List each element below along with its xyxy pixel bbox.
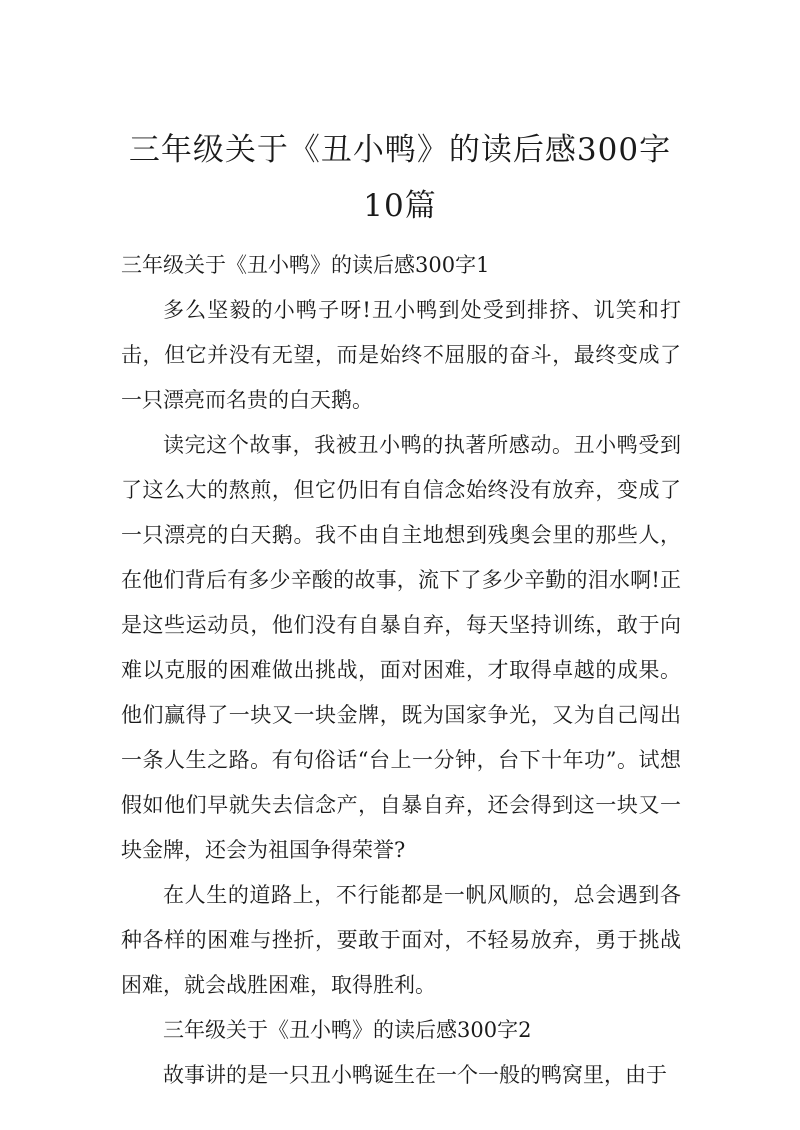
document-title: 三年级关于《丑小鸭》的读后感300字10篇 <box>128 132 672 224</box>
section-2-heading: 三年级关于《丑小鸭》的读后感300字2 <box>163 1018 532 1042</box>
document-body <box>121 243 681 1098</box>
paragraph: 多么坚毅的小鸭子呀!丑小鸭到处受到排挤、讥笑和打击，但它并没有无望，而是始终不屈服的奋斗，最终变成了一只漂亮而名贵的白天鹅。 <box>121 298 681 412</box>
section-1-heading: 三年级关于《丑小鸭》的读后感300字1 <box>121 253 490 277</box>
paragraph: 故事讲的是一只丑小鸭诞生在一个一般的鸭窝里，由于 <box>163 1063 667 1087</box>
paragraph: 在人生的道路上，不行能都是一帆风顺的，总会遇到各种各样的困难与挫折，要敢于面对，不轻易放弃，勇于挑战困难，就会战胜困难，取得胜利。 <box>121 883 681 997</box>
paragraph: 读完这个故事，我被丑小鸭的执著所感动。丑小鸭受到了这么大的熬煎，但它仍旧有自信念始终没有放弃，变成了一只漂亮的白天鹅。我不由自主地想到残奥会里的那些人，在他们背后有多少辛酸的故事，流下了多少辛勤的泪水啊!正是这些运动员，他们没有自暴自弃，每天坚持训练，敢于向难以克服的困难做出挑战，面对困难，才取得卓越的成果。他们赢得了一块又一块金牌，既为国家争光，又为自己闯出一条人生之路。有句俗话“台上一分钟，台下十年功”。试想假如他们早就失去信念产，自暴自弃，还会得到这一块又一块金牌，还会为祖国争得荣誉? <box>121 433 681 862</box>
